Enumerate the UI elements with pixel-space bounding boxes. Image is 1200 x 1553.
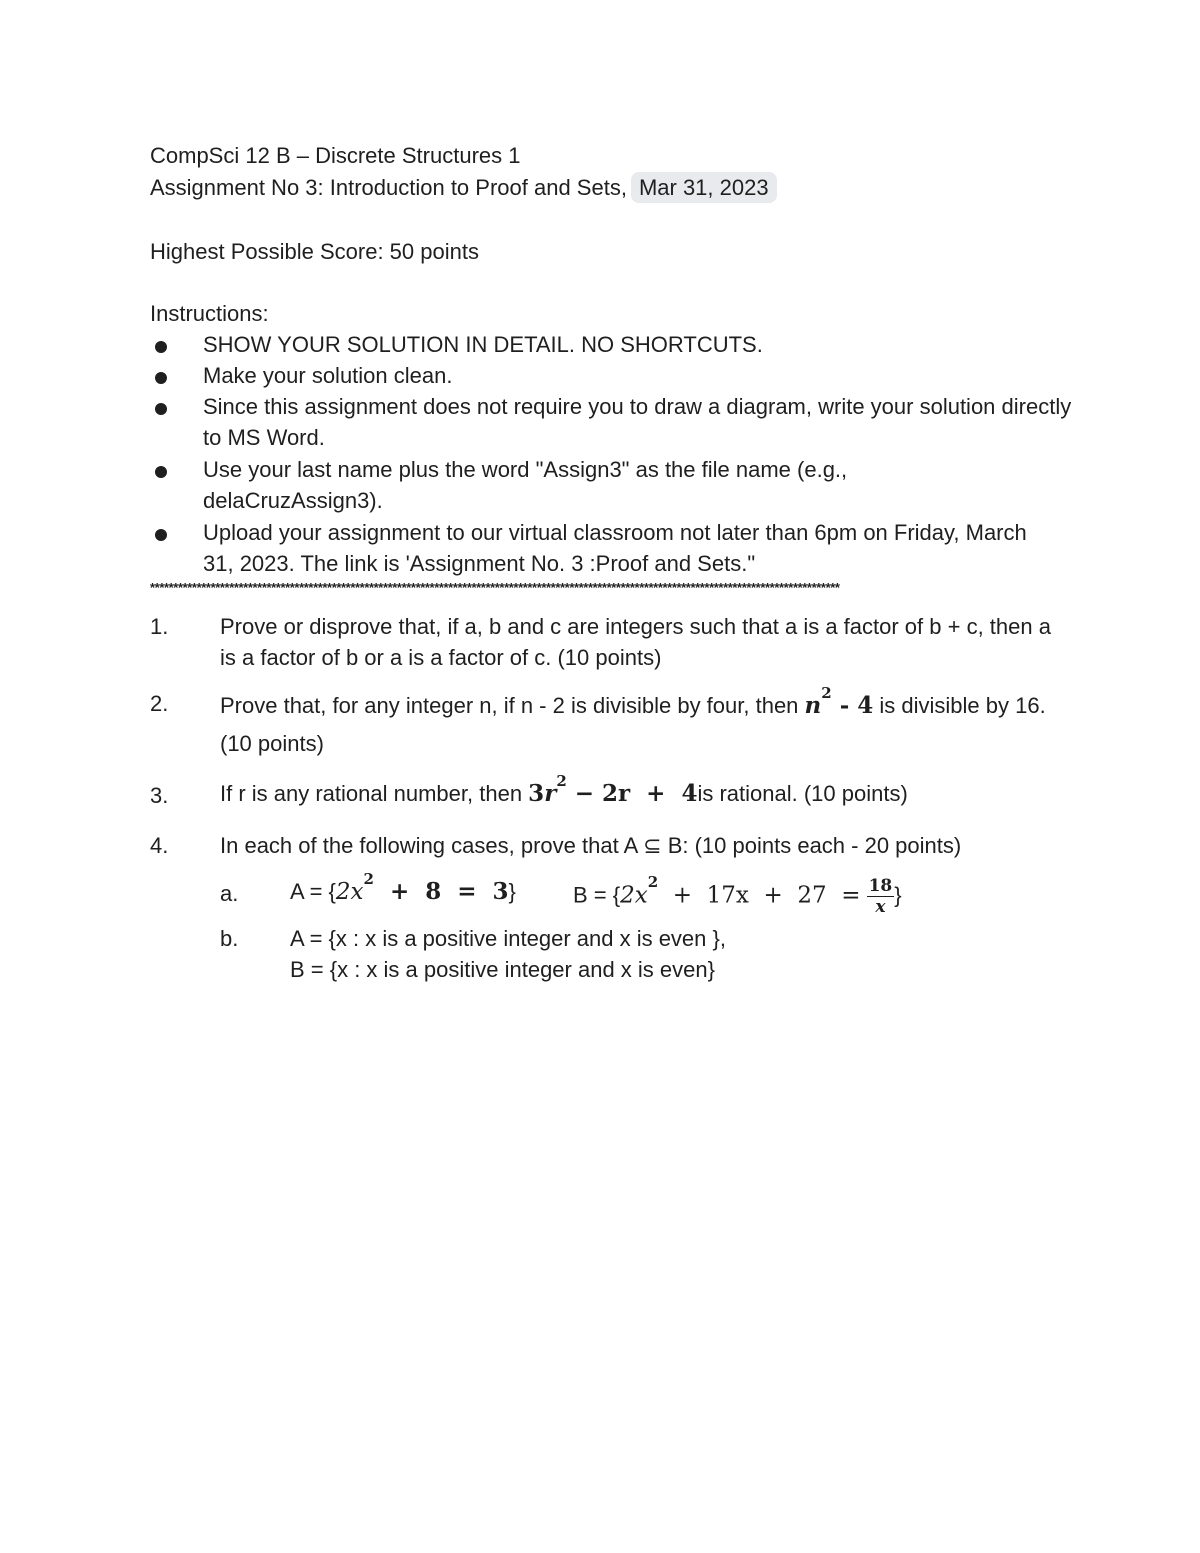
set-a-suffix: } — [508, 879, 516, 904]
case-b-label: b. — [220, 926, 239, 951]
q3-math-exp: 2 — [556, 772, 567, 790]
set-a-math: 2x — [335, 879, 364, 905]
bullet-icon — [155, 372, 167, 384]
set-b-prefix: B = { — [573, 882, 621, 908]
set-b-exp: 2 — [647, 873, 659, 892]
question-3-text — [220, 772, 1080, 812]
q2-math-var: n — [804, 692, 822, 719]
case-b-line-1: A = {x : x is a positive integer and x is even }, — [290, 926, 726, 951]
set-b-fraction — [867, 876, 895, 917]
set-a-math-rest: + 8 = 3 — [373, 878, 509, 905]
question-1-text: Prove or disprove that, if a, b and c are integers such that a is a factor of b + c, then a is a factor of b or a is a factor of c. (10 points) — [220, 614, 1051, 670]
set-b-math-rest: + 17x + 27 = — [658, 882, 861, 909]
set-a-exp: 2 — [363, 870, 374, 888]
instruction-item: SHOW YOUR SOLUTION IN DETAIL. NO SHORTCUTS. — [203, 332, 763, 357]
question-2-text — [220, 684, 1060, 761]
instruction-item: Since this assignment does not require you to draw a diagram, write your solution directly to MS Word. — [203, 394, 1072, 450]
instruction-item: Make your solution clean. — [203, 363, 453, 388]
separator-line: **************************************************************************************************************************************************** — [150, 580, 840, 595]
q3-math-var: r — [544, 780, 557, 807]
assignment-title: Assignment No 3: Introduction to Proof and Sets, — [150, 175, 627, 200]
q2-text-before: Prove that, for any integer n, if n - 2 is divisible by four, then — [220, 693, 805, 718]
q2-math-exp: 2 — [821, 684, 832, 702]
question-number: 3. — [150, 783, 169, 808]
case-a-label: a. — [220, 881, 239, 906]
question-number: 2. — [150, 691, 169, 716]
question-number: 4. — [150, 833, 169, 858]
q3-math-rest: − 2r + 4 — [566, 780, 698, 807]
bullet-icon — [155, 466, 167, 478]
bullet-icon — [155, 341, 167, 353]
date-chip[interactable]: Mar 31, 2023 — [631, 172, 777, 203]
q2-math-rest: - 4 — [831, 692, 874, 719]
question-4-text: In each of the following cases, prove that A ⊆ B: (10 points each - 20 points) — [220, 833, 962, 858]
case-a-set-a — [290, 870, 516, 910]
case-b-line-2: B = {x : x is a positive integer and x is even} — [290, 957, 715, 982]
set-a-prefix: A = { — [290, 879, 336, 904]
fraction-numerator: 18 — [868, 876, 893, 896]
bullet-icon — [155, 403, 167, 415]
score-line: Highest Possible Score: 50 points — [150, 239, 479, 264]
instruction-item: Upload your assignment to our virtual classroom not later than 6pm on Friday, March 31, 2023. The link is 'Assignment No. 3 :Proof and Sets." — [203, 520, 1027, 576]
set-b-suffix: } — [894, 882, 902, 908]
q3-text-after: is rational. (10 points) — [697, 781, 908, 806]
instructions-heading: Instructions: — [150, 301, 269, 326]
set-b-math: 2x — [620, 882, 648, 909]
q3-text-before: If r is any rational number, then — [220, 781, 529, 806]
q3-math-coef: 3 — [528, 780, 545, 807]
q2-text-after: is divisible by 16.(10 points) — [220, 693, 1046, 756]
fraction-denominator: x — [875, 897, 886, 917]
case-a-set-b — [573, 873, 902, 917]
question-number: 1. — [150, 614, 169, 639]
assignment-line — [150, 172, 777, 203]
course-title: CompSci 12 B – Discrete Structures 1 — [150, 143, 521, 168]
instruction-item: Use your last name plus the word "Assign3" as the file name (e.g., delaCruzAssign3). — [203, 457, 848, 513]
bullet-icon — [155, 529, 167, 541]
